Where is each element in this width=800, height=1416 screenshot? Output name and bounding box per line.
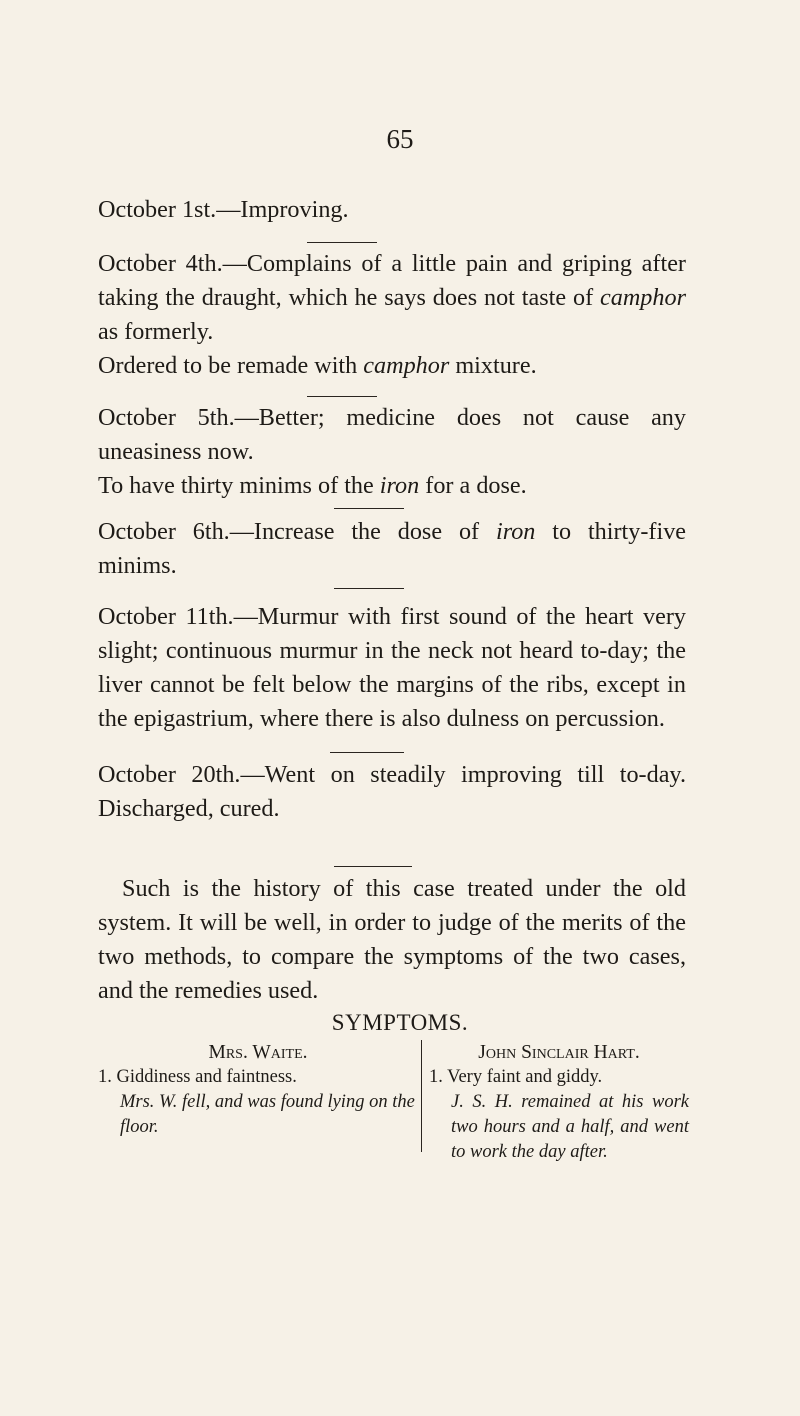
separator-rule <box>334 508 404 509</box>
entry-oct11 <box>98 600 686 736</box>
symptoms-heading: SYMPTOMS. <box>331 1010 469 1035</box>
symptom-right-note: J. S. H. remained at his work two hours and a half, and went to work the day after. <box>451 1092 689 1162</box>
entry-oct4 <box>98 247 686 383</box>
entry-oct5-text: October 5th.—Better; medicine does not cause any uneasiness now. <box>98 404 686 465</box>
page-number: 65 <box>386 124 414 154</box>
separator-rule <box>307 242 377 243</box>
entry-oct4-text: October 4th.—Complains of a little pain and griping after taking the draught, which he says does not taste of camphor as formerly. <box>98 250 686 345</box>
symptom-right-item1: 1. Very faint and giddy. <box>429 1067 603 1087</box>
entry-oct5 <box>98 401 686 503</box>
entry-oct20 <box>98 758 686 826</box>
summary-paragraph <box>98 872 686 1008</box>
separator-rule <box>334 866 412 867</box>
patient-name-right: John Sinclair Hart. <box>478 1042 640 1063</box>
patient-name-left: Mrs. Waite. <box>208 1042 308 1063</box>
entry-oct20-text: October 20th.—Went on steadily improving till to-day. Discharged, cured. <box>98 761 686 822</box>
italic-term: iron <box>495 518 536 545</box>
separator-rule <box>334 588 404 589</box>
entry-oct6 <box>98 515 686 583</box>
entry-oct1 <box>98 193 686 227</box>
summary-text: Such is the history of this case treated under the old system. It will be well, in order to judge of the merits of the two methods, to compare the symptoms of the two cases, and the remedies used. <box>98 875 686 1004</box>
symptoms-left-column <box>98 1040 418 1140</box>
separator-rule <box>330 752 404 753</box>
entry-oct5-order: To have thirty minims of the iron for a dose. <box>98 472 527 499</box>
italic-term: camphor <box>363 352 450 379</box>
italic-term: iron <box>379 472 420 499</box>
entry-oct1-text: October 1st.—Improving. <box>98 196 349 223</box>
separator-rule <box>307 396 377 397</box>
italic-term: camphor <box>600 284 686 311</box>
column-divider <box>421 1040 422 1152</box>
entry-oct6-text: October 6th.—Increase the dose of iron to thirty-five minims. <box>98 518 687 579</box>
entry-oct11-text: October 11th.—Murmur with first sound of the heart very slight; continuous murmur in the neck not heard to-day; the liver cannot be felt below the margins of the ribs, except in the epigastrium, where there is also dulness on percussion. <box>98 603 686 732</box>
symptom-left-item1: 1. Giddiness and faintness. <box>98 1067 297 1087</box>
entry-oct4-order: Ordered to be remade with camphor mixture. <box>98 352 537 379</box>
symptom-left-note: Mrs. W. fell, and was found lying on the floor. <box>120 1092 415 1137</box>
symptoms-right-column <box>429 1040 689 1165</box>
